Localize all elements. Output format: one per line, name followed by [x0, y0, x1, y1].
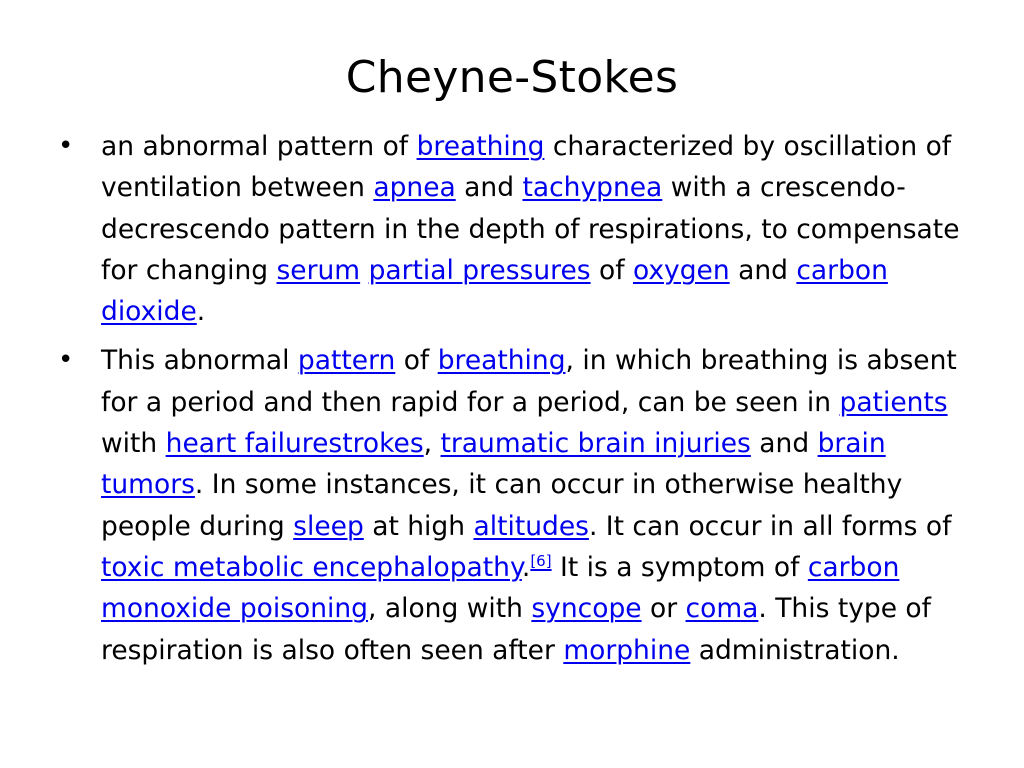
body-text: , along with: [368, 593, 532, 625]
body-text: of: [590, 254, 633, 286]
hyperlink-patients[interactable]: patients: [839, 386, 948, 418]
hyperlink-morphine[interactable]: morphine: [563, 634, 691, 666]
body-text: at high: [363, 510, 474, 542]
hyperlink-brain-tumors[interactable]: brain tumors: [101, 428, 886, 501]
body-text: .: [196, 296, 206, 328]
body-text: and: [750, 428, 818, 460]
body-text: and: [455, 172, 523, 204]
body-text: or: [641, 593, 686, 625]
hyperlink-carbon-monoxide-poisoning[interactable]: carbon monoxide poisoning: [101, 551, 900, 625]
hyperlink-altitudes[interactable]: altitudes: [473, 510, 589, 542]
body-text: It is a symptom of: [551, 551, 808, 583]
hyperlink-heart-failurestrokes[interactable]: heart failurestrokes: [165, 428, 424, 460]
body-text: This abnormal: [101, 345, 298, 377]
bullet-item-1: [58, 126, 963, 332]
body-text: ,: [423, 428, 441, 460]
hyperlink-toxic-metabolic-encephalopathy[interactable]: toxic metabolic encephalopathy: [101, 551, 522, 583]
body-text: characterized by oscillation of ventilation between: [101, 131, 952, 204]
citation-reference: [530, 552, 551, 570]
hyperlink-sleep[interactable]: sleep: [293, 510, 364, 542]
hyperlink-serum[interactable]: serum: [276, 254, 361, 286]
body-text: .: [521, 551, 531, 583]
hyperlink-pattern[interactable]: pattern: [297, 345, 396, 377]
hyperlink-apnea[interactable]: apnea: [373, 172, 456, 204]
body-text: . This type of respiration is also often seen after: [101, 593, 931, 666]
body-text: an abnormal pattern of: [101, 131, 417, 162]
slide-title: Cheyne-Stokes: [345, 52, 679, 103]
body-text: , in which breathing is absent for a period and then rapid for a period, can be seen in: [101, 345, 957, 418]
hyperlink-partial-pressures[interactable]: partial pressures: [368, 254, 591, 286]
body-text: administration.: [690, 634, 900, 666]
hyperlink-6[interactable]: [6]: [530, 552, 552, 571]
bullet-marker: •: [58, 345, 74, 376]
hyperlink-breathing[interactable]: breathing: [437, 345, 566, 377]
body-text: and: [729, 254, 797, 286]
bullet-marker: •: [58, 131, 74, 161]
hyperlink-tachypnea[interactable]: tachypnea: [522, 172, 663, 204]
body-text: with: [101, 428, 166, 460]
body-text: [360, 255, 368, 286]
body-text: of: [395, 345, 438, 377]
hyperlink-traumatic-brain-injuries[interactable]: traumatic brain injuries: [440, 428, 751, 460]
hyperlink-oxygen[interactable]: oxygen: [632, 254, 730, 286]
hyperlink-syncope[interactable]: syncope: [531, 593, 642, 625]
body-text: . It can occur in all forms of: [588, 510, 952, 542]
hyperlink-carbon-dioxide[interactable]: carbon dioxide: [101, 254, 888, 328]
bullet-list: [58, 126, 963, 671]
hyperlink-breathing[interactable]: breathing: [416, 131, 545, 162]
body-text: . In some instances, it can occur in otherwise healthy people during: [101, 469, 903, 542]
hyperlink-coma[interactable]: coma: [685, 593, 759, 625]
body-text: with a crescendo-decrescendo pattern in the depth of respirations, to compensate for changing: [101, 172, 960, 286]
bullet-item-2: [58, 340, 963, 670]
